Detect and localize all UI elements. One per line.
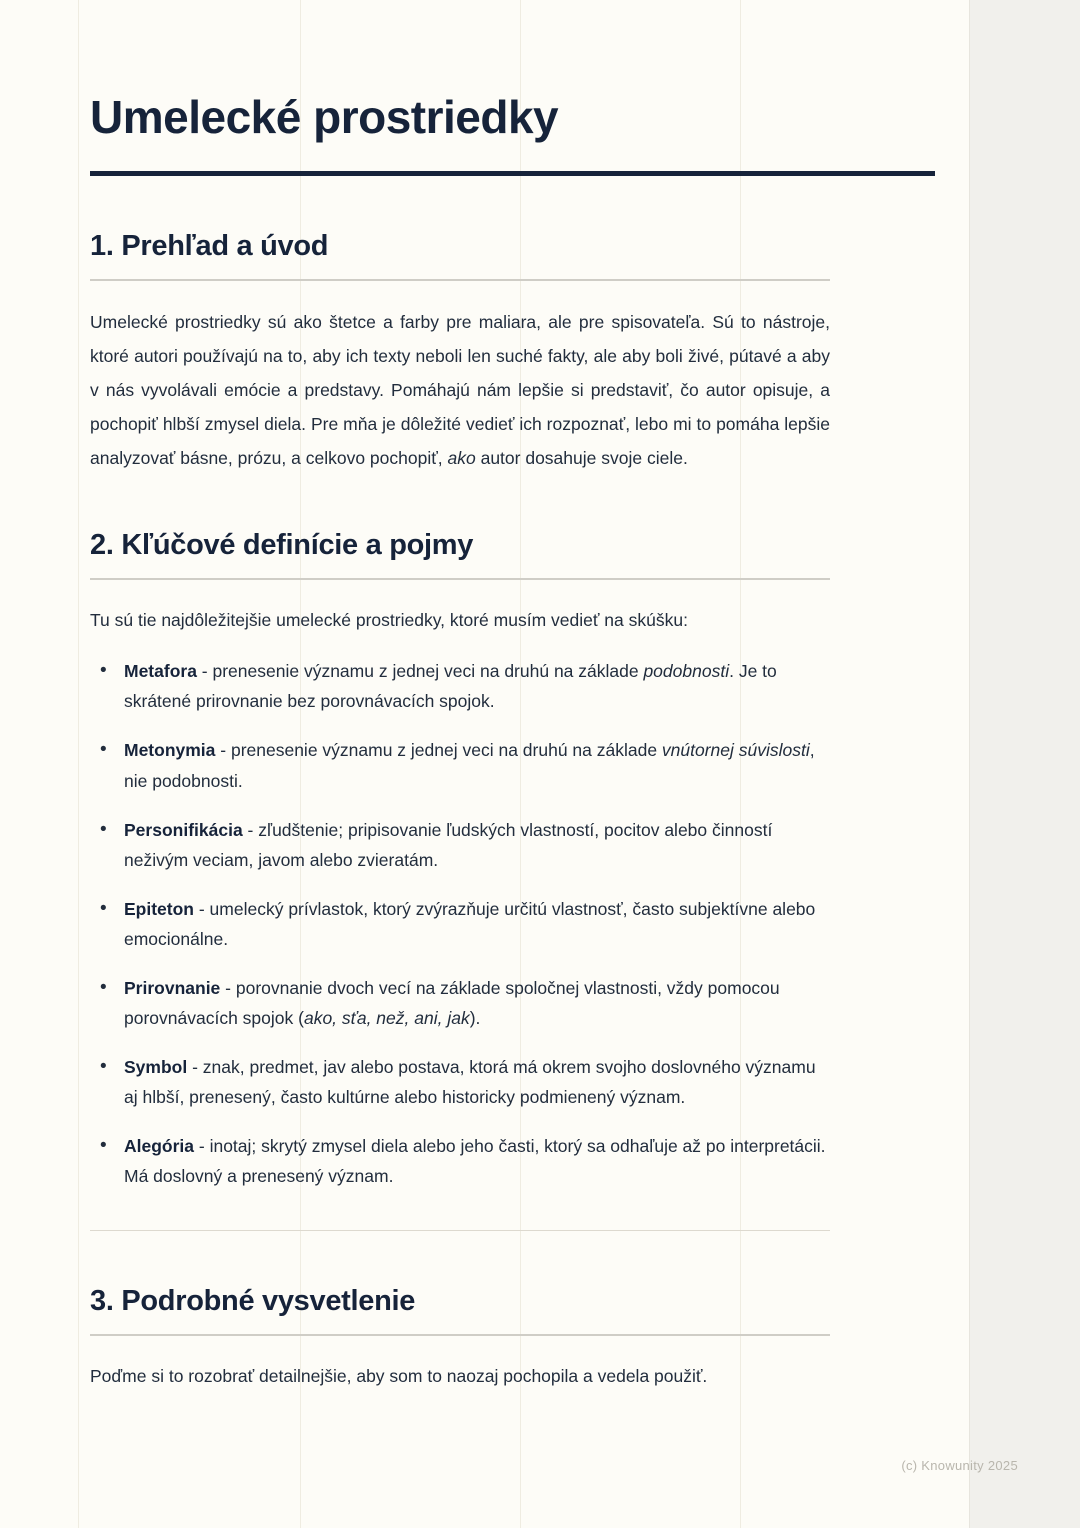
section-divider	[90, 279, 830, 281]
term-list	[90, 656, 830, 1191]
term-text: - prenesenie významu z jednej veci na druhú na základe	[215, 740, 662, 761]
term-name: Epiteton	[124, 898, 194, 919]
title-divider	[90, 171, 935, 176]
list-item	[90, 973, 830, 1033]
list-item	[90, 815, 830, 875]
paragraph-text-tail: autor dosahuje svoje ciele.	[475, 448, 688, 469]
term-emphasis: vnútornej súvislosti	[661, 740, 810, 761]
term-text: - zľudštenie; pripisovanie ľudských vlastností, pocitov alebo činností neživým veciam, javom alebo zvieratám.	[124, 819, 773, 870]
document-content	[90, 0, 850, 1390]
page-title: Umelecké prostriedky	[90, 91, 559, 143]
section-2-lead: Tu sú tie najdôležitejšie umelecké prostriedky, ktoré musím vedieť na skúšku:	[90, 610, 688, 631]
term-text: - prenesenie významu z jednej veci na druhú na základe	[196, 661, 644, 682]
section-divider	[90, 578, 830, 580]
term-name: Metafora	[124, 661, 197, 682]
term-name: Metonymia	[124, 740, 216, 761]
list-item	[90, 894, 830, 954]
term-emphasis: ako, sťa, než, ani, jak	[303, 1008, 470, 1029]
section-end-divider	[90, 1230, 830, 1231]
term-emphasis: podobnosti	[643, 661, 730, 682]
term-text: - umelecký prívlastok, ktorý zvýrazňuje určitú vlastnosť, často subjektívne alebo emocionálne.	[124, 898, 816, 949]
term-text: - inotaj; skrytý zmysel diela alebo jeho časti, ktorý sa odhaľuje až po interpretácii. Má doslovný a prenesený význam.	[124, 1136, 826, 1187]
section-heading-3: 3. Podrobné vysvetlenie	[90, 1284, 416, 1317]
section-divider	[90, 1334, 830, 1336]
term-text: - znak, predmet, jav alebo postava, ktorá má okrem svojho doslovného významu aj hlbší, prenesený, často kultúrne alebo historicky podmienený význam.	[124, 1057, 816, 1108]
term-text-tail: . Je to skrátené prirovnanie bez porovnávacích spojok.	[124, 661, 777, 712]
term-text-tail: ).	[469, 1008, 481, 1029]
paragraph-emphasis: ako	[447, 448, 476, 469]
section-1-paragraph	[90, 305, 830, 476]
paragraph-text: Umelecké prostriedky sú ako štetce a farby pre maliara, ale pre spisovateľa. Sú to nástroje, ktoré autori používajú na to, aby ich texty neboli len suché fakty, ale aby boli živé, pútavé a aby v nás vyvolávali emócie a predstavy. Pomáhajú nám lepšie si predstaviť, čo autor opisuje, a pochopiť hlbší zmysel diela. Pre mňa je dôležité vedieť ich rozpoznať, lebo mi to pomáha lepšie analyzovať básne, prózu, a celkovo pochopiť,	[90, 311, 830, 469]
term-text: - porovnanie dvoch vecí na základe spoločnej vlastnosti, vždy pomocou porovnávacích spojok (	[124, 977, 780, 1029]
term-name: Personifikácia	[124, 819, 243, 840]
term-name: Alegória	[124, 1136, 195, 1157]
term-text-tail: , nie podobnosti.	[124, 740, 815, 791]
list-item	[90, 656, 830, 716]
section-3-lead: Poďme si to rozobrať detailnejšie, aby som to naozaj pochopila a vedela použiť.	[90, 1365, 708, 1386]
term-name: Symbol	[124, 1057, 188, 1078]
list-item	[90, 1131, 830, 1191]
term-name: Prirovnanie	[124, 977, 221, 998]
watermark: (c) Knowunity 2025	[901, 1458, 1018, 1473]
list-item	[90, 735, 830, 795]
list-item	[90, 1052, 830, 1112]
background-rule	[78, 0, 79, 1528]
page-right-margin	[969, 0, 1080, 1528]
section-heading-1: 1. Prehľad a úvod	[90, 229, 329, 262]
section-heading-2: 2. Kľúčové definície a pojmy	[90, 529, 474, 562]
